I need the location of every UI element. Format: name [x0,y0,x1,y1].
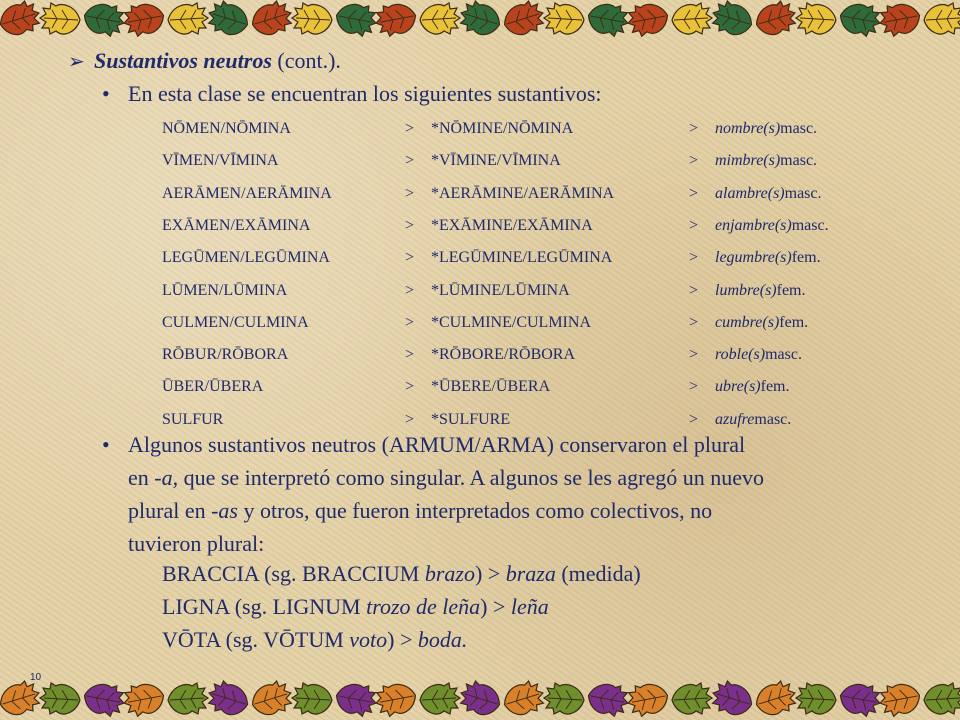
arrow-sep: > [689,281,699,299]
table-row [0,282,960,304]
vulgar-form: *ŪBERE/ŪBERA [431,378,551,396]
arrow-sep: > [405,281,415,299]
arrow-sep: > [405,216,415,234]
arrow-sep: > [405,313,415,331]
arrow-sep: > [689,120,699,137]
title-rest: (cont.). [271,48,341,73]
vulgar-form: *CULMINE/CULMINA [431,313,591,331]
paragraph-second [128,428,928,560]
spanish-result: ubre(s) fem. [715,378,790,396]
arrow-sep: > [689,410,699,428]
latin-form: NŌMEN/NŌMINA [162,120,291,137]
bullet-dot-icon: • [102,81,110,106]
arrow-sep: > [405,184,415,202]
spanish-result: roble(s) masc. [715,346,802,364]
latin-form: AERĀMEN/AERĀMINA [162,184,332,202]
vulgar-form: *EXĀMINE/EXĀMINA [431,216,593,234]
vulgar-form: *NŌMINE/NŌMINA [431,120,574,137]
paragraph-line: tuvieron plural: [128,531,265,556]
arrow-sep: > [689,152,699,170]
example-braccia: BRACCIA (sg. BRACCIUM brazo) > braza (medida) [162,561,641,586]
vulgar-form: *LEGŪMINE/LEGŪMINA [431,249,613,267]
table-row [0,378,960,400]
latin-form: ŪBER/ŪBERA [162,378,264,396]
vulgar-form: *AERĀMINE/AERĀMINA [431,184,615,202]
vulgar-form: *SULFURE [431,410,511,428]
bullet-intro-text: En esta clase se encuentran los siguientes sustantivos: [128,81,602,106]
latin-form: CULMEN/CULMINA [162,313,309,331]
arrow-sep: > [405,410,415,428]
arrow-sep: > [689,216,699,234]
vulgar-form: *VĪMINE/VĪMINA [431,152,561,170]
arrow-sep: > [405,152,415,170]
latin-form: RŌBUR/RŌBORA [162,346,289,364]
title-italic: Sustantivos neutros [94,48,272,73]
latin-form: VĪMEN/VĪMINA [162,152,279,170]
arrow-sep: > [689,313,699,331]
spanish-result: enjambre(s) masc. [715,216,829,234]
table-row [0,249,960,271]
table-row [0,152,960,174]
slide-title [68,48,341,74]
spanish-result: legumbre(s) fem. [715,249,821,267]
arrow-sep: > [689,249,699,267]
example-ligna: LIGNA (sg. LIGNUM trozo de leña) > leña [162,594,549,619]
table-row [0,217,960,239]
table-row [0,346,960,368]
arrow-sep: > [405,346,415,364]
table-row [0,120,960,142]
table-row [0,314,960,336]
arrow-sep: > [405,249,415,267]
latin-form: LEGŪMEN/LEGŪMINA [162,249,330,267]
latin-form: LŪMEN/LŪMINA [162,281,288,299]
spanish-result: lumbre(s) fem. [715,281,806,299]
arrow-sep: > [405,378,415,396]
arrow-sep: > [689,184,699,202]
latin-form: EXĀMEN/EXĀMINA [162,216,311,234]
arrow-sep: > [689,346,699,364]
spanish-result: nombre(s) masc. [715,120,818,137]
arrow-sep: > [689,378,699,396]
bullet-dot-icon: • [102,432,110,457]
example-vota: VŌTA (sg. VŌTUM voto) > boda. [162,627,468,652]
spanish-result: mimbre(s) masc. [715,152,818,170]
spanish-result: azufre masc. [715,410,792,428]
vulgar-form: *RŌBORE/RŌBORA [431,346,576,364]
spanish-result: cumbre(s) fem. [715,313,809,331]
spanish-result: alambre(s) masc. [715,184,822,202]
table-row [0,185,960,207]
arrow-sep: > [405,120,415,137]
paragraph-line: Algunos sustantivos neutros (ARMUM/ARMA) conservaron el plural [128,432,746,457]
latin-form: SULFUR [162,410,224,428]
page-number: 10 [30,672,42,683]
vulgar-form: *LŪMINE/LŪMINA [431,281,570,299]
paragraph-line: plural en -as y otros, que fueron interpretados como colectivos, no [128,498,713,523]
paragraph-line: en -a, que se interpretó como singular. A algunos se les agregó un nuevo [128,465,765,490]
arrow-bullet-icon: ➢ [68,51,85,73]
